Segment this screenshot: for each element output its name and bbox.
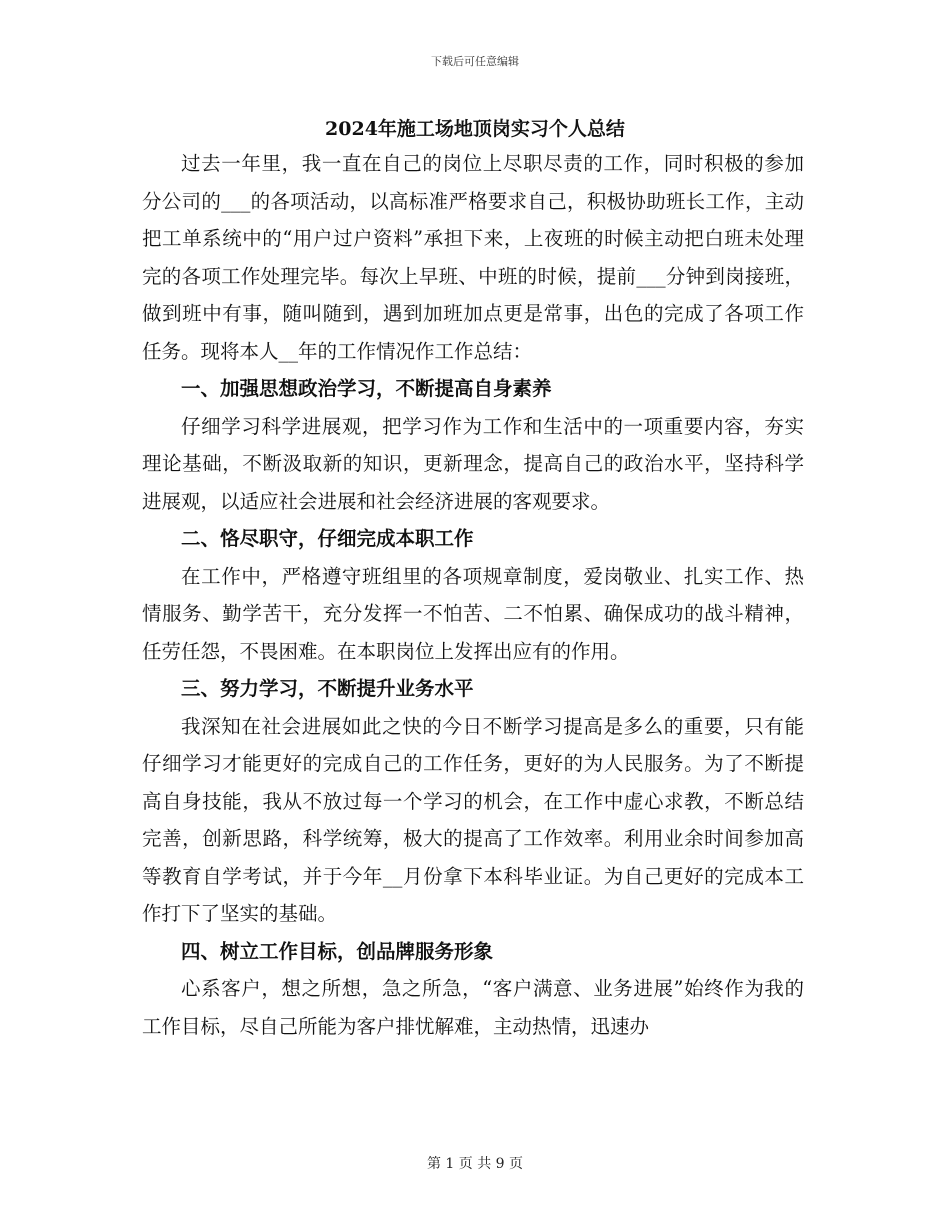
section-heading-4: 四、树立工作目标，创品牌服务形象 bbox=[181, 939, 494, 963]
section-heading-1: 一、加强思想政治学习，不断提高自身素养 bbox=[181, 377, 552, 400]
document-title: 2024年施工场地顶岗实习个人总结 bbox=[325, 118, 625, 140]
section-body-3: 我深知在社会进展如此之快的今日不断学习提高是多么的重要，只有能仔细学习才能更好的完成自己的工作任务，更好的为人民服务。为了不断提高自身技能，我从不放过每一个学习的机会，在工作中虚心求教，不断总结完善，创新思路，科学统筹，极大的提高了工作效率。利用业余时间参加高等教育自学考试，并于今年__月份拿下本科毕业证。为自己更好的完成本工作打下了坚实的基础。 bbox=[142, 714, 804, 925]
page-number-footer: 第 1 页 共 9 页 bbox=[426, 1156, 524, 1172]
section-heading-2: 二、恪尽职守，仔细完成本职工作 bbox=[181, 527, 474, 550]
section-body-1: 仔细学习科学进展观，把学习作为工作和生活中的一项重要内容，夯实理论基础，不断汲取新的知识，更新理念，提高自己的政治水平，坚持科学进展观，以适应社会进展和社会经济进展的客观要求。 bbox=[142, 414, 804, 513]
header-note: 下载后可任意编辑 bbox=[431, 55, 519, 68]
section-body-4: 心系客户，想之所想，急之所急，“客户满意、业务进展”始终作为我的工作目标，尽自己所能为客户排忧解难，主动热情，迅速办 bbox=[142, 977, 804, 1038]
intro-paragraph: 过去一年里，我一直在自己的岗位上尽职尽责的工作，同时积极的参加分公司的___的各项活动，以高标准严格要求自己，积极协助班长工作，主动把工单系统中的“用户过户资料”承担下来，上夜班的时候主动把白班未处理完的各项工作处理完毕。每次上早班、中班的时候，提前___分钟到岗接班，做到班中有事，随叫随到，遇到加班加点更是常事，出色的完成了各项工作任务。现将本人__年的工作情况作工作总结： bbox=[142, 152, 804, 363]
section-body-2: 在工作中，严格遵守班组里的各项规章制度，爱岗敬业、扎实工作、热情服务、勤学苦干，充分发挥一不怕苦、二不怕累、确保成功的战斗精神，任劳任怨，不畏困难。在本职岗位上发挥出应有的作用。 bbox=[142, 564, 804, 663]
document-body bbox=[142, 145, 804, 1045]
section-heading-3: 三、努力学习，不断提升业务水平 bbox=[181, 677, 474, 700]
